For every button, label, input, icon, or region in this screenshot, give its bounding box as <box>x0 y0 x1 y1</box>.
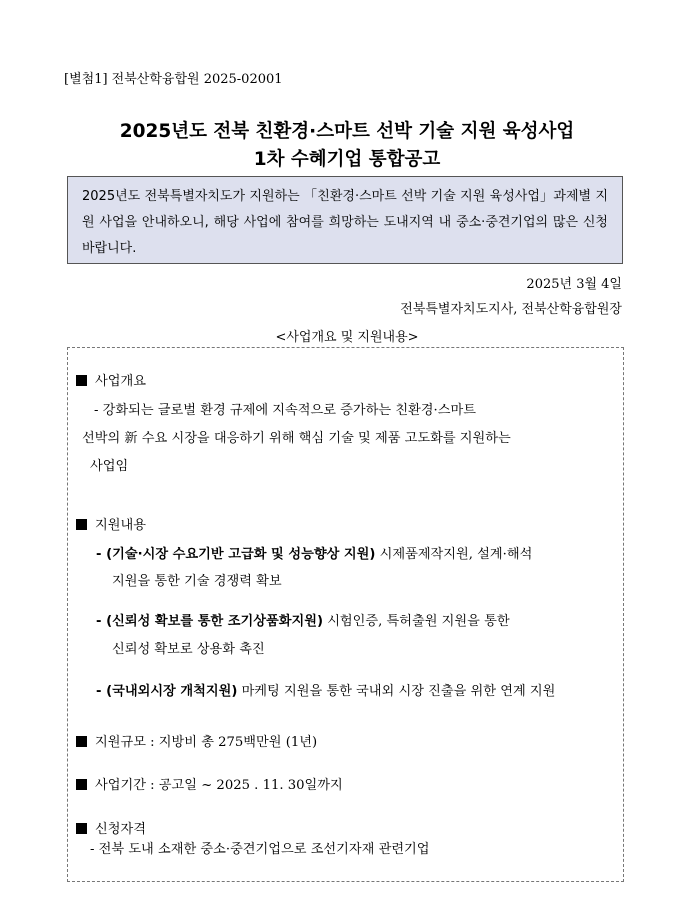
overview-line-1: - 강화되는 글로벌 환경 규제에 지속적으로 증가하는 친환경·스마트 <box>94 403 476 418</box>
support-item-2 <box>96 609 510 635</box>
eligibility-heading-text: 신청자격 <box>95 822 146 837</box>
intro-box <box>67 176 623 264</box>
dash: - <box>96 547 107 562</box>
intro-text: 2025년도 전북특별자치도가 지원하는 「친환경·스마트 선박 기술 지원 육성사업」과제별 지원 사업을 안내하오니, 해당 사업에 참여를 희망하는 도내지역 내 중소·중견기업의 많은 신청 바랍니다. <box>82 189 608 256</box>
support-item-1-title: (기술·시장 수요기반 고급화 및 성능향상 지원) <box>106 547 376 562</box>
page-title: 2025년도 전북 친환경·스마트 선박 기술 지원 육성사업 <box>119 121 575 142</box>
period-text: 사업기간 : 공고일 ~ 2025 . 11. 30일까지 <box>95 778 343 793</box>
section-overview-heading <box>76 369 146 395</box>
support-item-3-title: (국내외시장 개척지원) <box>106 684 238 699</box>
details-box <box>67 347 624 882</box>
eligibility-line-1: - 전북 도내 소재한 중소·중견기업으로 조선기자재 관련기업 <box>90 842 430 857</box>
overview-line-2: 선박의 新 수요 시장을 대응하기 위해 핵심 기술 및 제품 고도화를 지원하는 <box>82 431 511 446</box>
support-item-1-desc: 시제품제작지원, 설계·해석 <box>375 547 533 562</box>
section-period <box>76 773 343 799</box>
scale-text: 지원규모 : 지방비 총 275백만원 (1년) <box>95 735 318 750</box>
square-bullet-icon <box>76 519 87 530</box>
box-title: <사업개요 및 지원내용> <box>275 330 419 345</box>
support-item-2-cont: 신뢰성 확보로 상용화 촉진 <box>112 642 265 657</box>
square-bullet-icon <box>76 375 87 386</box>
page-subtitle: 1차 수혜기업 통합공고 <box>253 149 441 170</box>
announcement-date: 2025년 3월 4일 <box>526 277 622 292</box>
support-item-2-title: (신뢰성 확보를 통한 조기상품화지원) <box>106 614 323 629</box>
square-bullet-icon <box>76 736 87 747</box>
square-bullet-icon <box>76 823 87 834</box>
issuer: 전북특별자치도지사, 전북산학융합원장 <box>400 302 622 317</box>
annex-label: [별첨1] 전북산학융합원 2025-02001 <box>64 72 283 87</box>
support-item-3 <box>96 679 555 705</box>
overview-line-3: 사업임 <box>90 459 129 474</box>
dash: - <box>96 684 107 699</box>
support-item-2-desc: 시험인증, 특허출원 지원을 통한 <box>323 614 510 629</box>
support-heading-text: 지원내용 <box>95 518 146 533</box>
support-item-3-desc: 마케팅 지원을 통한 국내외 시장 진출을 위한 연계 지원 <box>237 684 556 699</box>
dash: - <box>96 614 107 629</box>
support-item-1-cont: 지원을 통한 기술 경쟁력 확보 <box>112 574 282 589</box>
overview-heading-text: 사업개요 <box>95 374 146 389</box>
section-scale <box>76 730 317 756</box>
square-bullet-icon <box>76 779 87 790</box>
support-item-1 <box>96 542 532 568</box>
section-support-heading <box>76 513 146 539</box>
